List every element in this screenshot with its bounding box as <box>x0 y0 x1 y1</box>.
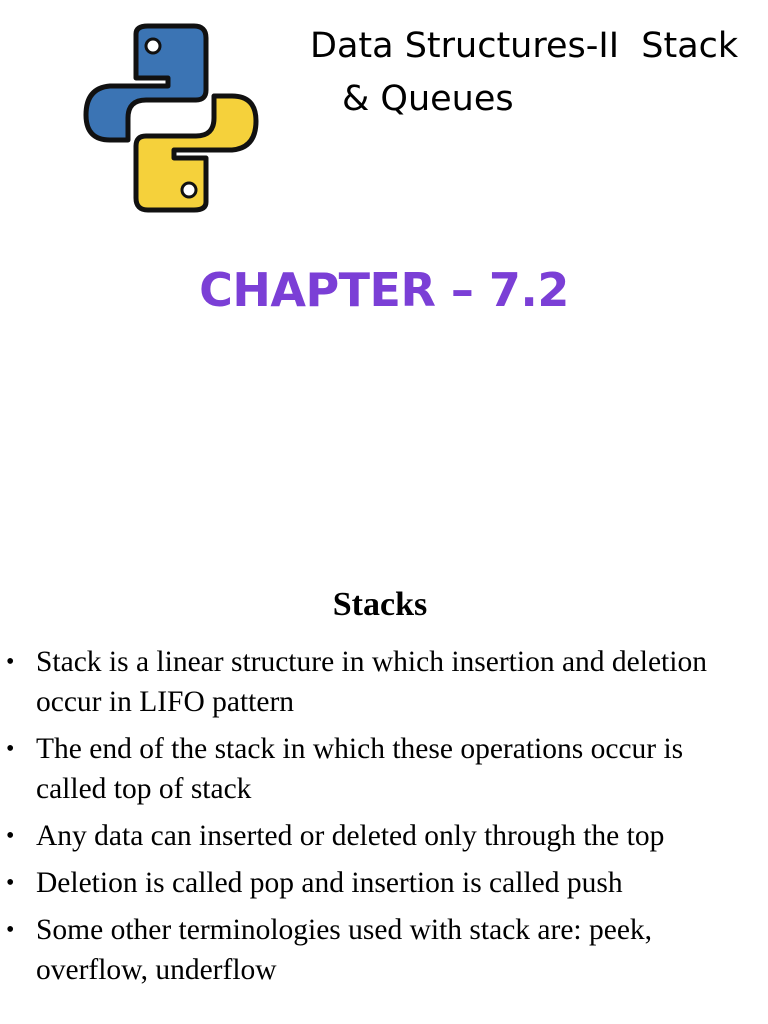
bullet-icon: • <box>6 870 15 896</box>
bullet-text: Any data can inserted or deleted only through the top <box>36 820 665 852</box>
bullet-icon: • <box>6 917 15 943</box>
slide-title-line2: & Queues <box>342 79 514 119</box>
bullet-icon: • <box>6 649 15 675</box>
bullet-item <box>0 642 768 722</box>
chapter-label: CHAPTER – 7.2 <box>199 263 569 317</box>
bullet-text: The end of the stack in which these operations occur is called top of stack <box>36 733 684 805</box>
bullet-item <box>0 729 768 809</box>
bullet-text: Deletion is called pop and insertion is called push <box>36 867 623 899</box>
bullet-item <box>0 816 768 856</box>
slide-title-line1: Data Structures-II Stack <box>310 26 739 66</box>
bullet-item <box>0 910 768 990</box>
bullet-icon: • <box>6 823 15 849</box>
bullet-item <box>0 863 768 903</box>
bullet-list <box>0 642 768 997</box>
bullet-icon: • <box>6 736 15 762</box>
stacks-slide <box>0 512 768 1024</box>
bullet-text: Stack is a linear structure in which insertion and deletion occur in LIFO pattern <box>36 646 707 718</box>
python-logo-icon <box>76 20 266 216</box>
slide-title <box>310 20 760 126</box>
bullet-text: Some other terminologies used with stack are: peek, overflow, underflow <box>36 914 653 986</box>
section-heading: Stacks <box>332 586 428 623</box>
